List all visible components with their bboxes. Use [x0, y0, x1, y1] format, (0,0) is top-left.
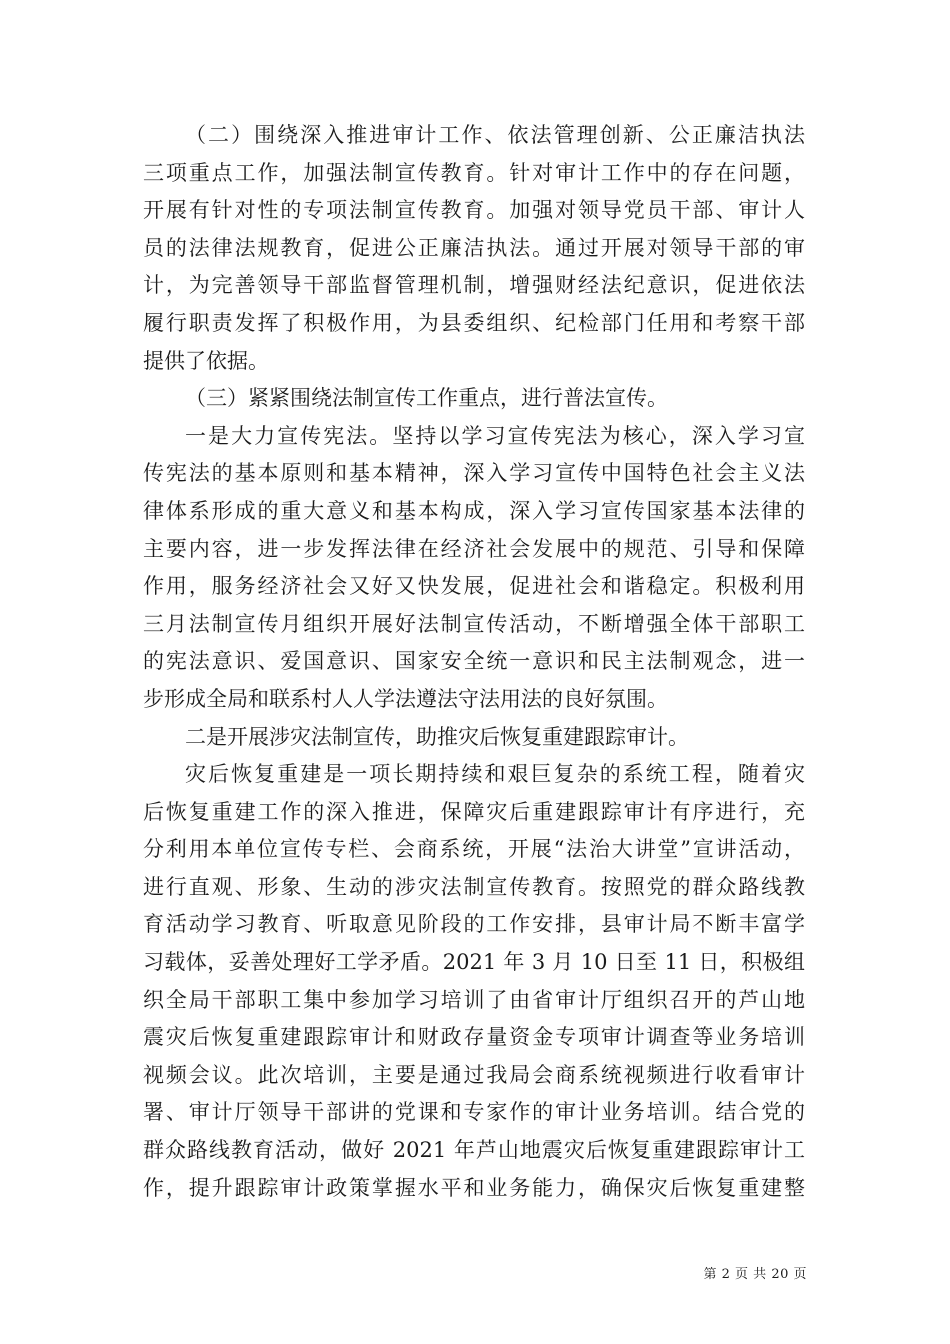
text-line: 作，提升跟踪审计政策掌握水平和业务能力，确保灾后恢复重建整 — [143, 1175, 805, 1200]
page-number: 第 2 页 共 20 页 — [703, 1267, 807, 1282]
text-line: 后恢复重建工作的深入推进，保障灾后重建跟踪审计有序进行，充 — [143, 799, 805, 824]
text-line: 开展有针对性的专项法制宣传教育。加强对领导党员干部、审计人 — [143, 198, 805, 223]
text-line: （三）紧紧围绕法制宣传工作重点，进行普法宣传。 — [185, 386, 668, 411]
text-line: 署、审计厅领导干部讲的党课和专家作的审计业务培训。结合党的 — [143, 1100, 805, 1125]
document-body — [143, 117, 805, 1207]
text-line: 进行直观、形象、生动的涉灾法制宣传教育。按照党的群众路线教 — [143, 874, 805, 899]
text-line: 三月法制宣传月组织开展好法制宣传活动，不断增强全体干部职工 — [143, 611, 805, 636]
text-line: 员的法律法规教育，促进公正廉洁执法。通过开展对领导干部的审 — [143, 235, 805, 260]
text-line: 织全局干部职工集中参加学习培训了由省审计厅组织召开的芦山地 — [143, 987, 805, 1012]
text-line: 步形成全局和联系村人人学法遵法守法用法的良好氛围。 — [143, 686, 668, 711]
text-line: 律体系形成的重大意义和基本构成，深入学习宣传国家基本法律的 — [143, 498, 805, 523]
text-line: 视频会议。此次培训，主要是通过我局会商系统视频进行收看审计 — [143, 1062, 805, 1087]
text-line: 一是大力宣传宪法。坚持以学习宣传宪法为核心，深入学习宣 — [185, 423, 805, 448]
text-line: 履行职责发挥了积极作用，为县委组织、纪检部门任用和考察干部 — [143, 310, 805, 335]
text-line: 提供了依据。 — [143, 348, 269, 373]
text-line: 震灾后恢复重建跟踪审计和财政存量资金专项审计调查等业务培训 — [143, 1025, 805, 1050]
text-line: （二）围绕深入推进审计工作、依法管理创新、公正廉洁执法 — [185, 123, 805, 147]
text-line: 灾后恢复重建是一项长期持续和艰巨复杂的系统工程，随着灾 — [185, 762, 805, 787]
text-line: 传宪法的基本原则和基本精神，深入学习宣传中国特色社会主义法 — [143, 461, 805, 486]
text-line: 三项重点工作，加强法制宣传教育。针对审计工作中的存在问题， — [143, 160, 805, 185]
text-line: 作用，服务经济社会又好又快发展，促进社会和谐稳定。积极利用 — [143, 574, 805, 599]
text-line: 计，为完善领导干部监督管理机制，增强财经法纪意识，促进依法 — [143, 273, 805, 298]
text-line: 育活动学习教育、听取意见阶段的工作安排，县审计局不断丰富学 — [143, 912, 805, 937]
text-line: 的宪法意识、爱国意识、国家安全统一意识和民主法制观念，进一 — [143, 649, 805, 674]
text-line: 主要内容，进一步发挥法律在经济社会发展中的规范、引导和保障 — [143, 536, 805, 561]
text-line: 分利用本单位宣传专栏、会商系统，开展“法治大讲堂”宣讲活动， — [143, 837, 805, 862]
text-line: 二是开展涉灾法制宣传，助推灾后恢复重建跟踪审计。 — [185, 724, 689, 749]
text-line: 习载体，妥善处理好工学矛盾。2021 年 3 月 10 日至 11 日，积极组 — [143, 950, 805, 975]
text-line: 群众路线教育活动，做好 2021 年芦山地震灾后恢复重建跟踪审计工 — [143, 1138, 805, 1163]
